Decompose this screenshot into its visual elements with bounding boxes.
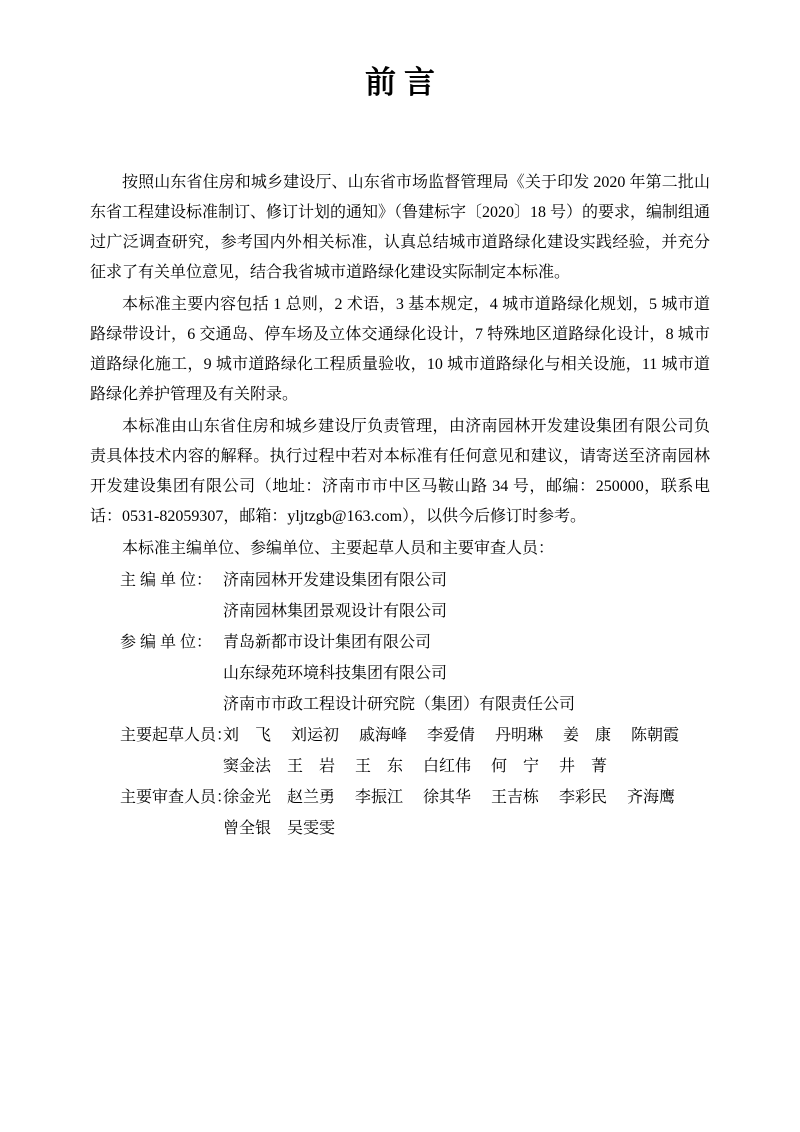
paragraph-credits-intro: 本标准主编单位、参编单位、主要起草人员和主要审查人员：: [122, 540, 555, 557]
credit-row-drafters: [120, 720, 710, 782]
paragraph-basis: 按照山东省住房和城乡建设厅、山东省市场监督管理局《关于印发 2020 年第二批山东省工程建设标准制订、修订计划的通知》（鲁建标字〔2020〕18 号）的要求，编制组通过广泛调查研究，参考国内外相关标准，认真总结城市道路绿化建设实践经验，并充分征求了有关单位意见，结合我省城市道路绿化建设实际制定本标准。: [90, 174, 711, 281]
credit-line: 济南园林开发建设集团有限公司: [223, 572, 448, 589]
paragraph-contents: 本标准主要内容包括 1 总则，2 术语，3 基本规定，4 城市道路绿化规划，5 城市道路绿带设计，6 交通岛、停车场及立体交通绿化设计，7 特殊地区道路绿化设计，8 城市道路绿化施工，9 城市道路绿化工程质量验收，10 城市道路绿化与相关设施，11 城市道路绿化养护管理及有关附录。: [90, 296, 710, 403]
page-title: 前言: [365, 65, 443, 100]
credit-lines-co-editors: [223, 627, 710, 720]
credit-row-chief-editor: [120, 565, 710, 627]
credit-lines-reviewers: [223, 782, 710, 844]
credit-row-reviewers: [120, 782, 710, 844]
credits-block: [120, 565, 710, 844]
credit-line: 刘 飞 刘运初 戚海峰 李爱倩 丹明琳 姜 康 陈朝霞: [223, 727, 680, 744]
credit-line: 曾全银 吴雯雯: [223, 820, 336, 837]
credit-line: 济南园林集团景观设计有限公司: [223, 603, 448, 620]
credit-lines-drafters: [223, 720, 710, 782]
credit-label-drafters: 主要起草人员：: [120, 727, 233, 744]
credit-lines-chief-editor: [223, 565, 710, 627]
credit-label-co-editors: 参 编 单 位：: [120, 634, 213, 651]
credit-line: 济南市市政工程设计研究院（集团）有限责任公司: [223, 696, 576, 713]
credit-line: 山东绿苑环境科技集团有限公司: [223, 665, 448, 682]
credit-line: 徐金光 赵兰勇 李振江 徐其华 王吉栋 李彩民 齐海鹰: [223, 789, 676, 806]
paragraph-management: 本标准由山东省住房和城乡建设厅负责管理，由济南园林开发建设集团有限公司负责具体技术内容的解释。执行过程中若对本标准有任何意见和建议，请寄送至济南园林开发建设集团有限公司（地址：济南市市中区马鞍山路 34 号，邮编：250000，联系电话：0531-82059307，邮箱：yljtzgb@163.com），以供今后修订时参考。: [90, 418, 710, 525]
credit-line: 青岛新都市设计集团有限公司: [223, 634, 432, 651]
credit-label-chief-editor: 主 编 单 位：: [120, 572, 213, 589]
page-content: [0, 64, 800, 844]
credit-label-reviewers: 主要审查人员：: [120, 789, 233, 806]
credit-line: 窦金法 王 岩 王 东 白红伟 何 宁 井 菁: [223, 758, 608, 775]
credit-row-co-editors: [120, 627, 710, 720]
